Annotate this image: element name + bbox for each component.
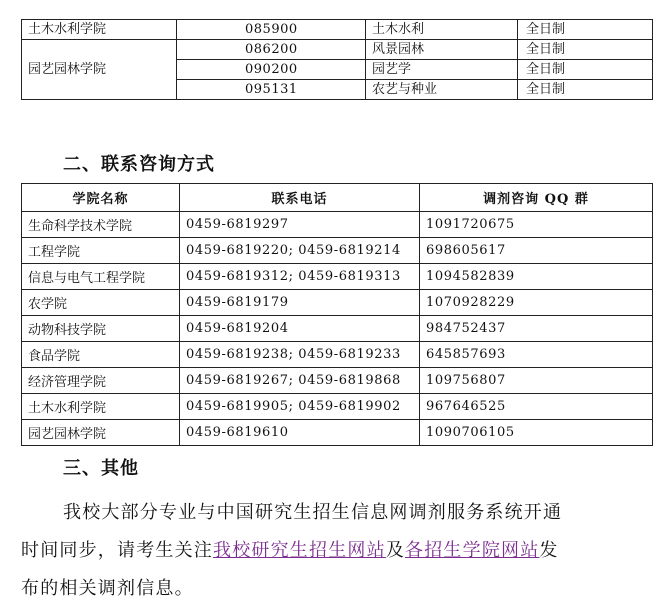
table-row [22, 290, 653, 316]
section-heading-contact: 二、联系咨询方式 [63, 154, 215, 175]
table-header-row [22, 184, 653, 212]
code-cell: 085900 [177, 20, 366, 40]
table-row [22, 40, 653, 60]
study-type-cell: 全日制 [518, 40, 653, 60]
code-cell: 095131 [177, 80, 366, 100]
table-row [22, 20, 653, 40]
college-cell: 土木水利学院 [22, 20, 177, 40]
table-row [22, 342, 653, 368]
phone-cell: 0459-6819204 [180, 316, 420, 342]
programs-table [21, 19, 653, 100]
phone-cell: 0459-6819297 [180, 212, 420, 238]
header-college: 学院名称 [22, 184, 180, 212]
header-qq: 调剂咨询 QQ 群 [420, 184, 653, 212]
qq-cell: 698605617 [420, 238, 653, 264]
paragraph-text: 及 [385, 540, 406, 561]
college-cell: 土木水利学院 [22, 394, 180, 420]
section-heading-other: 三、其他 [63, 458, 139, 479]
study-type-cell: 全日制 [518, 60, 653, 80]
phone-cell: 0459-6819905; 0459-6819902 [180, 394, 420, 420]
phone-cell: 0459-6819267; 0459-6819868 [180, 368, 420, 394]
paragraph-line [21, 532, 651, 570]
college-cell: 园艺园林学院 [22, 420, 180, 446]
notice-paragraph [21, 494, 651, 608]
table-row [22, 316, 653, 342]
major-cell: 土木水利 [366, 20, 518, 40]
college-cell: 农学院 [22, 290, 180, 316]
table-row [22, 238, 653, 264]
paragraph-line: 我校大部分专业与中国研究生招生信息网调剂服务系统开通 [63, 502, 563, 523]
table-row [22, 368, 653, 394]
graduate-admission-site-link[interactable]: 我校研究生招生网站 [213, 540, 386, 561]
college-cell: 生命科学技术学院 [22, 212, 180, 238]
qq-cell: 1091720675 [420, 212, 653, 238]
code-cell: 090200 [177, 60, 366, 80]
header-phone: 联系电话 [180, 184, 420, 212]
qq-cell: 645857693 [420, 342, 653, 368]
phone-cell: 0459-6819220; 0459-6819214 [180, 238, 420, 264]
study-type-cell: 全日制 [518, 80, 653, 100]
table-row [22, 420, 653, 446]
college-cell: 动物科技学院 [22, 316, 180, 342]
college-cell: 工程学院 [22, 238, 180, 264]
college-sites-link[interactable]: 各招生学院网站 [405, 540, 540, 561]
contact-table [21, 183, 653, 446]
paragraph-text: 时间同步，请考生关注 [21, 540, 213, 561]
phone-cell: 0459-6819238; 0459-6819233 [180, 342, 420, 368]
qq-cell: 1090706105 [420, 420, 653, 446]
phone-cell: 0459-6819312; 0459-6819313 [180, 264, 420, 290]
major-cell: 农艺与种业 [366, 80, 518, 100]
college-cell: 信息与电气工程学院 [22, 264, 180, 290]
qq-cell: 967646525 [420, 394, 653, 420]
college-cell: 园艺园林学院 [22, 40, 177, 100]
phone-cell: 0459-6819179 [180, 290, 420, 316]
study-type-cell: 全日制 [518, 20, 653, 40]
qq-cell: 1094582839 [420, 264, 653, 290]
code-cell: 086200 [177, 40, 366, 60]
table-row [22, 264, 653, 290]
paragraph-line: 布的相关调剂信息。 [21, 578, 194, 599]
phone-cell: 0459-6819610 [180, 420, 420, 446]
table-row [22, 212, 653, 238]
major-cell: 风景园林 [366, 40, 518, 60]
table-row [22, 394, 653, 420]
college-cell: 食品学院 [22, 342, 180, 368]
major-cell: 园艺学 [366, 60, 518, 80]
qq-cell: 984752437 [420, 316, 653, 342]
paragraph-text: 发 [539, 540, 559, 561]
qq-cell: 109756807 [420, 368, 653, 394]
college-cell: 经济管理学院 [22, 368, 180, 394]
qq-cell: 1070928229 [420, 290, 653, 316]
